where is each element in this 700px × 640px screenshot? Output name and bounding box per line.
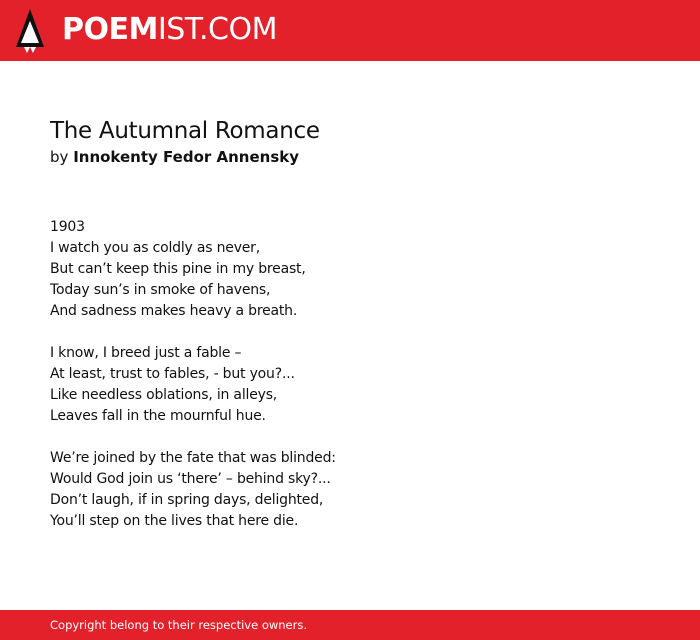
site-logo-link[interactable] <box>0 0 277 61</box>
poem-line: Today sun’s in smoke of havens, <box>50 282 271 298</box>
poem-year: 1903 <box>50 219 85 235</box>
stanza-2 <box>50 343 650 427</box>
poem-line: And sadness makes heavy a breath. <box>50 303 298 319</box>
poem-line: I watch you as coldly as never, <box>50 240 260 256</box>
site-logo-text <box>62 12 277 48</box>
poem-content <box>50 116 650 553</box>
poem-line: Like needless oblations, in alleys, <box>50 387 278 403</box>
poem-line: At least, trust to fables, - but you?... <box>50 366 295 382</box>
poem-line: Don’t laugh, if in spring days, delighted, <box>50 492 324 508</box>
poem-line: I know, I breed just a fable – <box>50 345 242 361</box>
poem-title: The Autumnal Romance <box>50 118 320 144</box>
logo-light-text: IST.COM <box>157 12 277 47</box>
poem-body <box>50 217 650 532</box>
poem-line: Would God join us ‘there’ – behind sky?... <box>50 471 331 487</box>
pencil-logo-icon <box>16 9 44 53</box>
logo-bold-text: POEM <box>62 12 158 47</box>
copyright-text: Copyright belong to their respective owners. <box>50 618 308 632</box>
poem-line: But can’t keep this pine in my breast, <box>50 261 306 277</box>
site-header <box>0 0 700 61</box>
poem-line: Leaves fall in the mournful hue. <box>50 408 266 424</box>
poem-author: Innokenty Fedor Annensky <box>73 148 300 166</box>
stanza-3 <box>50 448 650 532</box>
poem-byline <box>50 146 650 168</box>
by-label: by <box>50 148 69 166</box>
site-footer <box>0 610 700 640</box>
stanza-1 <box>50 238 650 322</box>
poem-line: You’ll step on the lives that here die. <box>50 513 299 529</box>
poem-line: We’re joined by the fate that was blinded: <box>50 450 336 466</box>
